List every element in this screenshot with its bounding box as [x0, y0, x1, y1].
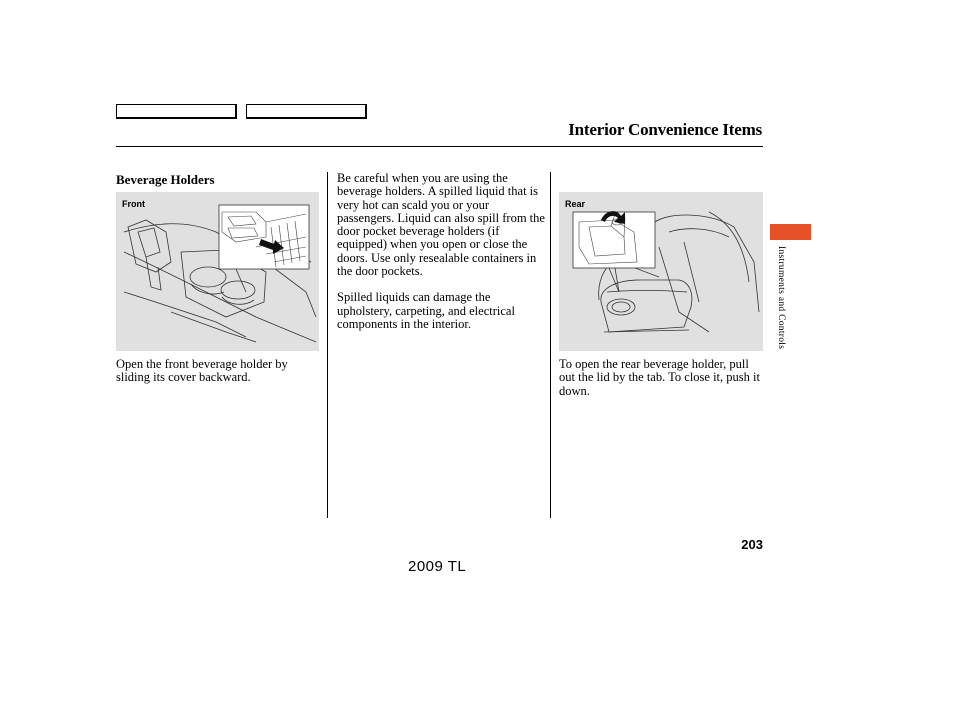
page-title: Interior Convenience Items: [568, 120, 762, 139]
header-tab-box-2: [246, 104, 367, 119]
section-heading: Beverage Holders: [116, 172, 215, 187]
title-rule: [116, 146, 763, 147]
column-divider-2: [550, 172, 551, 518]
section-side-label: Instruments and Controls: [776, 246, 786, 350]
front-illustration-label: Front: [122, 199, 145, 209]
model-footer: 2009 TL: [408, 558, 467, 575]
rear-caption: To open the rear beverage holder, pull out the lid by the tab. To close it, push it down.: [559, 357, 760, 398]
spill-paragraph: Spilled liquids can damage the upholstery, carpeting, and electrical components in the interior.: [337, 290, 515, 331]
page-number: 203: [741, 537, 763, 552]
rear-illustration-label: Rear: [565, 199, 586, 209]
front-beverage-holder-illustration: [116, 192, 319, 351]
section-color-tab: [770, 224, 811, 240]
column-divider-1: [327, 172, 328, 518]
middle-column-text: [337, 172, 547, 344]
front-caption: Open the front beverage holder by sliding its cover backward.: [116, 357, 288, 385]
rear-beverage-holder-illustration: [559, 192, 763, 351]
front-console-drawing: [116, 192, 319, 351]
rear-armrest-drawing: [559, 192, 763, 351]
header-tab-box-1: [116, 104, 237, 119]
warning-paragraph: Be careful when you are using the beverage holders. A spilled liquid that is very hot can scald you or your passengers. Liquid can also spill from the door pocket beverage holders (if equipped) when you open or close the doors. Use only resealable containers in the door pockets.: [337, 171, 545, 279]
